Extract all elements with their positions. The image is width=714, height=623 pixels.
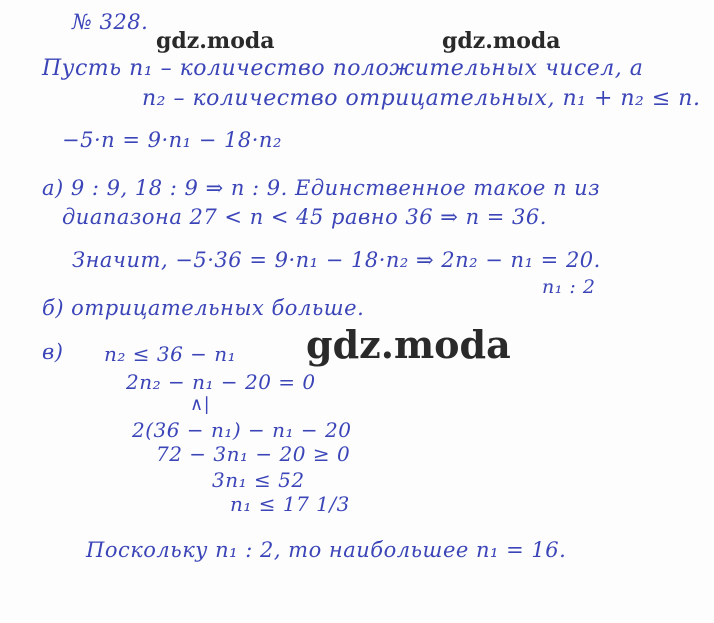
part-a-line-1: а) 9 : 9, 18 : 9 ⇒ n : 9. Единственное такое n из bbox=[42, 176, 601, 200]
inequality-1: n₂ ≤ 36 − n₁ bbox=[104, 342, 237, 366]
watermark-left: gdz.moda bbox=[156, 28, 275, 54]
task-number: № 328. bbox=[72, 10, 149, 34]
inequality-3: 3n₁ ≤ 52 bbox=[212, 468, 305, 492]
definition-line-2: n₂ – количество отрицательных, n₁ + n₂ ≤ n. bbox=[142, 86, 701, 111]
watermark-right: gdz.moda bbox=[442, 28, 561, 54]
equation-2: 2n₂ − n₁ − 20 = 0 bbox=[126, 370, 316, 394]
final-answer: Поскольку n₁ : 2, то наибольшее n₁ = 16. bbox=[86, 538, 567, 562]
definition-line-1: Пусть n₁ – количество положительных чисел, а bbox=[42, 56, 644, 81]
watermark-center: gdz.moda bbox=[306, 322, 511, 367]
inequality-2: 72 − 3n₁ − 20 ≥ 0 bbox=[156, 442, 351, 466]
comparison-sign: ∧| bbox=[190, 394, 211, 415]
part-a-divisibility: n₁ : 2 bbox=[542, 276, 596, 298]
part-a-line-2: диапазона 27 < n < 45 равно 36 ⇒ n = 36. bbox=[62, 205, 547, 229]
inequality-4: n₁ ≤ 17 1/3 bbox=[230, 492, 350, 516]
main-equation: −5·n = 9·n₁ − 18·n₂ bbox=[62, 128, 282, 152]
part-b-answer: б) отрицательных больше. bbox=[42, 296, 365, 320]
part-a-conclusion: Значит, −5·36 = 9·n₁ − 18·n₂ ⇒ 2n₂ − n₁ = 20. bbox=[72, 248, 601, 272]
substitution: 2(36 − n₁) − n₁ − 20 bbox=[132, 418, 352, 442]
part-v-label: в) bbox=[42, 340, 64, 364]
